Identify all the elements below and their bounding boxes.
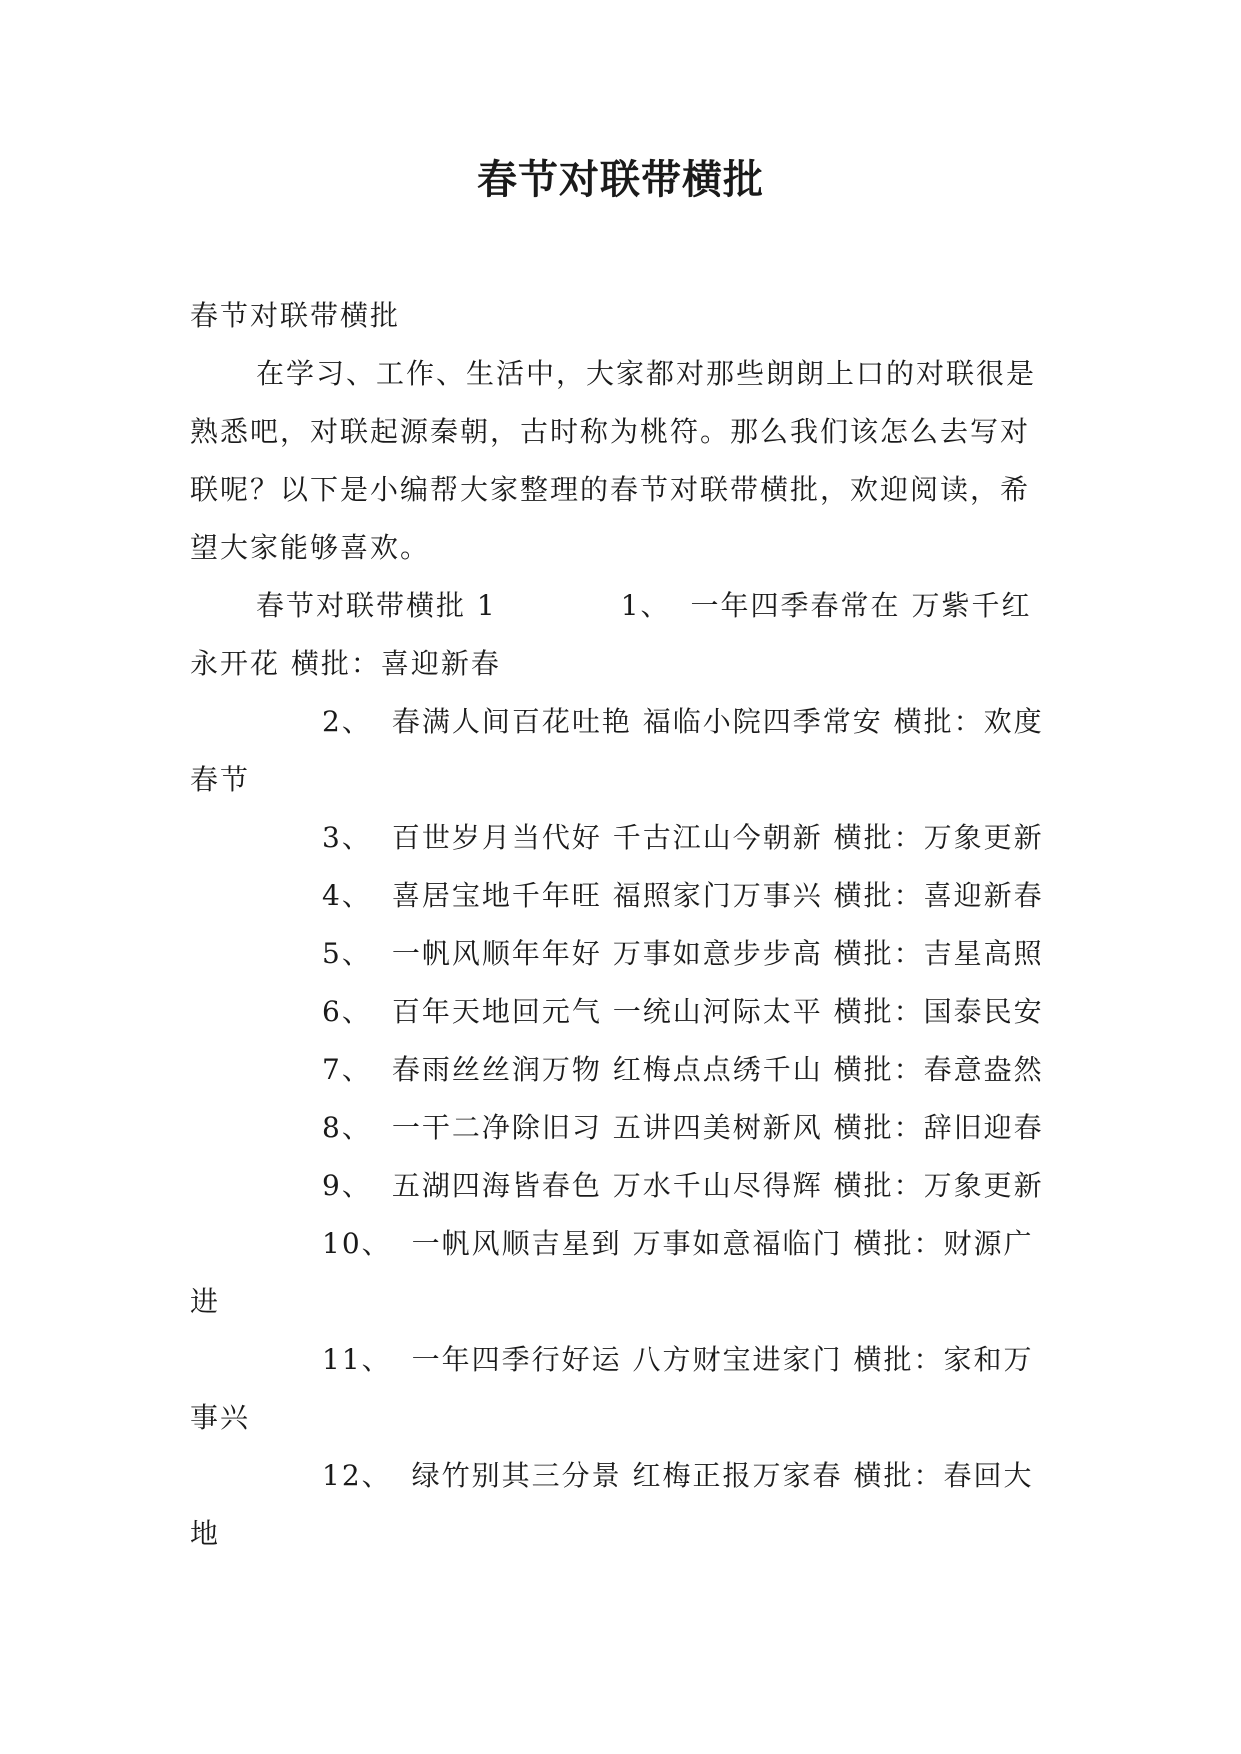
item-text: 百年天地回元气 一统山河际太平 横批：国泰民安 xyxy=(391,995,1044,1028)
couplet-item-9 xyxy=(190,1157,1050,1215)
intro-paragraph: 在学习、工作、生活中，大家都对那些朗朗上口的对联很是熟悉吧，对联起源秦朝，古时称为桃符。那么我们该怎么去写对联呢？以下是小编帮大家整理的春节对联带横批，欢迎阅读，希望大家能够喜欢。 xyxy=(190,357,1037,564)
item-text: 一帆风顺吉星到 万事如意福临门 横批：财源广进 xyxy=(190,1227,1034,1318)
couplet-item-7 xyxy=(190,1041,1050,1099)
item-text: 绿竹别其三分景 红梅正报万家春 横批：春回大地 xyxy=(190,1459,1034,1550)
item-text: 喜居宝地千年旺 福照家门万事兴 横批：喜迎新春 xyxy=(391,879,1044,912)
item-number: 3、 xyxy=(322,821,372,854)
document-title: 春节对联带横批 xyxy=(477,157,764,203)
item-text: 百世岁月当代好 千古江山今朝新 横批：万象更新 xyxy=(391,821,1044,854)
couplet-item-6 xyxy=(190,983,1050,1041)
item-text: 一年四季行好运 八方财宝进家门 横批：家和万事兴 xyxy=(190,1343,1034,1434)
item-number: 12、 xyxy=(322,1459,392,1492)
item-number: 7、 xyxy=(322,1053,372,1086)
couplet-item-10 xyxy=(190,1215,1050,1331)
couplet-item-12 xyxy=(190,1447,1050,1563)
couplet-item-2 xyxy=(190,693,1050,809)
item-number: 6、 xyxy=(322,995,372,1028)
item-text: 五湖四海皆春色 万水千山尽得辉 横批：万象更新 xyxy=(391,1169,1044,1202)
item-number: 4、 xyxy=(322,879,372,912)
item-number: 1、 xyxy=(620,589,671,622)
couplet-item-4 xyxy=(190,867,1050,925)
item-text: 一帆风顺年年好 万事如意步步高 横批：吉星高照 xyxy=(391,937,1044,970)
couplet-item-8 xyxy=(190,1099,1050,1157)
item-text: 一年四季春常在 万紫千红永开花 横批：喜迎新春 xyxy=(190,589,1032,680)
item-number: 10、 xyxy=(322,1227,392,1260)
item-number: 8、 xyxy=(322,1111,372,1144)
section-heading: 春节对联带横批 1 xyxy=(256,589,497,622)
item-text: 春满人间百花吐艳 福临小院四季常安 横批：欢度春节 xyxy=(190,705,1044,796)
item-number: 9、 xyxy=(322,1169,372,1202)
subtitle: 春节对联带横批 xyxy=(190,299,401,332)
item-text: 春雨丝丝润万物 红梅点点绣千山 横批：春意盎然 xyxy=(391,1053,1044,1086)
couplet-item-11 xyxy=(190,1331,1050,1447)
item-number: 5、 xyxy=(322,937,372,970)
document-body xyxy=(190,287,1050,1563)
item-text: 一干二净除旧习 五讲四美树新风 横批：辞旧迎春 xyxy=(391,1111,1044,1144)
item-number: 11、 xyxy=(322,1343,392,1376)
couplet-item-3 xyxy=(190,809,1050,867)
couplet-item-1 xyxy=(190,577,1050,693)
couplet-item-5 xyxy=(190,925,1050,983)
item-number: 2、 xyxy=(322,705,372,738)
